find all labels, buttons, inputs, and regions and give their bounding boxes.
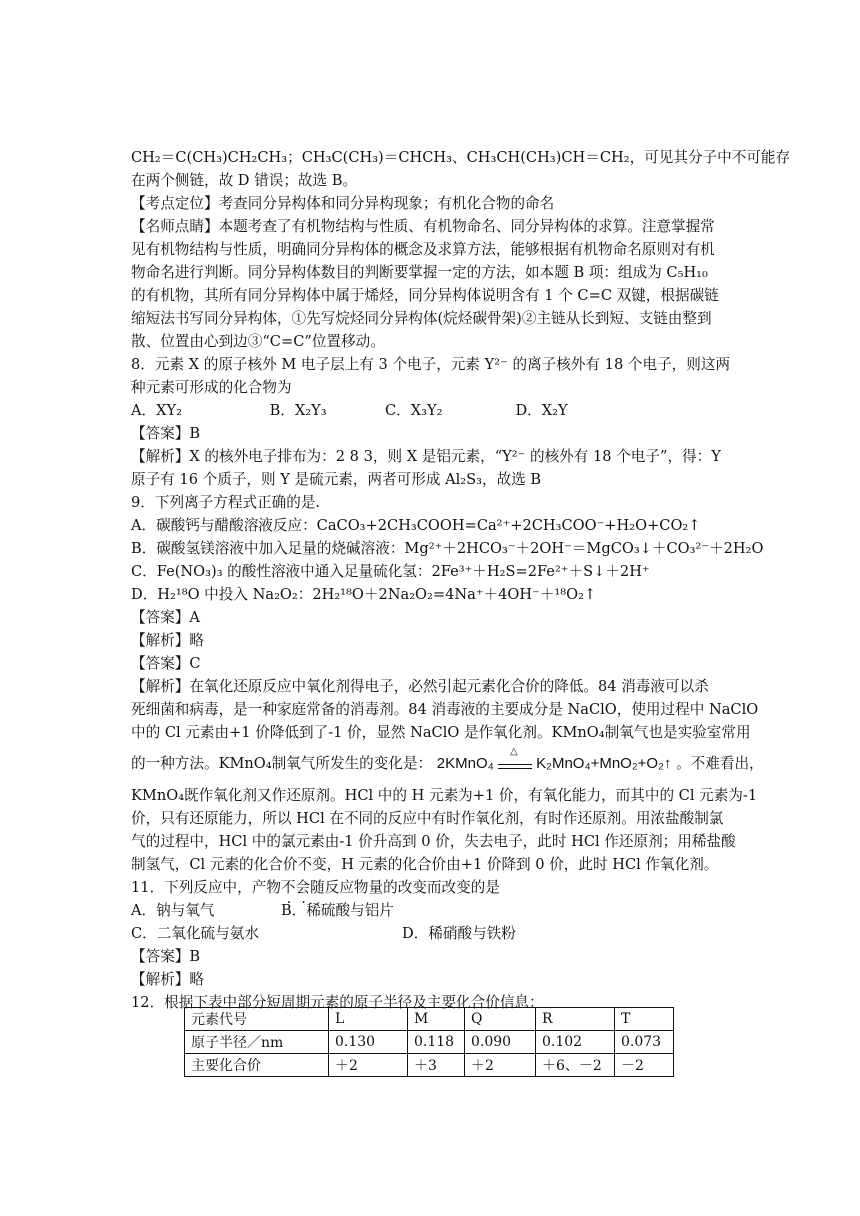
table-cell: 0.118 xyxy=(408,1031,465,1054)
equation-suffix: 。不难看出， xyxy=(676,755,764,772)
question-9-option-b: B．碳酸氢镁溶液中加入足量的烧碱溶液：Mg²⁺＋2HCO₃⁻＋2OH⁻＝MgCO₃↓＋CO₃²⁻＋2H₂O xyxy=(131,540,764,557)
question-10-explanation: 价，只有还原能力，所以 HCl 在不同的反应中有时作氧化剂，有时作还原剂。用浓盐酸制氯 xyxy=(131,810,724,827)
equation-prefix: 的一种方法。KMnO₄制氧气所发生的变化是： xyxy=(131,755,433,772)
question-9-stem: 9．下列离子方程式正确的是. xyxy=(131,494,321,511)
question-9-answer: 【答案】A xyxy=(131,609,200,626)
text-line: 散、位置由心到边③“C=C”位置移动。 xyxy=(131,333,385,350)
emphasis-dot-char: 不 xyxy=(280,879,296,896)
question-11-option-c: C．二氧化硫与氨水 xyxy=(131,925,259,942)
question-10-explanation: 制氢气，Cl 元素的化合价不变，H 元素的化合价由+1 价降到 0 价，此时 HCl 作氧化剂。 xyxy=(131,856,719,873)
table-cell: ＋2 xyxy=(465,1054,536,1077)
table-cell: ＋3 xyxy=(408,1054,465,1077)
text-line: 【考点定位】考查同分异构体和同分异构现象；有机化合物的命名 xyxy=(131,195,555,212)
kmno4-equation xyxy=(436,746,672,779)
table-cell: 元素代号 xyxy=(185,1008,329,1031)
question-11-explanation: 【解析】略 xyxy=(131,971,204,988)
table-cell: 原子半径／nm xyxy=(185,1031,329,1054)
question-8-explanation: 原子有 16 个质子，则 Y 是硫元素，两者可形成 Al₂S₃，故选 B xyxy=(131,471,542,488)
question-8-stem: 种元素可形成的化合物为 xyxy=(131,379,292,396)
table-cell: R xyxy=(536,1008,615,1031)
text-line: CH₂＝C(CH₃)CH₂CH₃；CH₃C(CH₃)＝CHCH₃、CH₃CH(CH₃)CH＝CH₂，可见其分子中不可能存 xyxy=(131,149,791,166)
question-8-stem: 8．元素 X 的原子核外 M 电子层上有 3 个电子，元素 Y²⁻ 的离子核外有 18 个电子，则这两 xyxy=(131,356,731,373)
equation-products: K₂MnO₄+MnO₂+O₂↑ xyxy=(536,755,672,772)
question-9-option-a: A．碳酸钙与醋酸溶液反应：CaCO₃+2CH₃COOH=Ca²⁺+2CH₃COO⁻+H₂O+CO₂↑ xyxy=(131,517,701,534)
table-cell: 0.090 xyxy=(465,1031,536,1054)
table-cell: Q xyxy=(465,1008,536,1031)
text-line: 见有机物结构与性质，明确同分异构体的概念及求算方法，能够根据有机物命名原则对有机 xyxy=(131,241,715,258)
text-line: 缩短法书写同分异构体，①先写烷烃同分异构体(烷烃碳骨架)②主链从长到短、支链由整到 xyxy=(131,310,712,327)
question-8-options: A．XY₂ B．X₂Y₃ C．X₃Y₂ D．X₂Y xyxy=(131,402,568,419)
table-cell: 0.073 xyxy=(615,1031,674,1054)
document-body xyxy=(131,146,791,1014)
question-12-stem: 12．根据下表中部分短周期元素的原子半径及主要化合价信息： xyxy=(131,994,544,1011)
question-10-explanation: 气的过程中，HCl 中的氯元素由-1 价升高到 0 价，失去电子，此时 HCl 作还原剂；用稀盐酸 xyxy=(131,833,736,850)
question-8-answer: 【答案】B xyxy=(131,425,201,442)
table-cell: 0.102 xyxy=(536,1031,615,1054)
table-cell: L xyxy=(329,1008,408,1031)
text-line: 的有机物，其所有同分异构体中属于烯烃，同分异构体说明含有 1 个 C=C 双键，根据碳链 xyxy=(131,287,719,304)
text-line: 【名师点睛】本题考查了有机物结构与性质、有机物命名、同分异构体的求算。注意掌握常 xyxy=(131,218,715,235)
question-11-stem: 11．下列反应中，产物不会随反应物量的改变而改变的是 xyxy=(131,879,500,896)
table-row xyxy=(185,1054,674,1077)
question-9-option-d: D．H₂¹⁸O 中投入 Na₂O₂：2H₂¹⁸O＋2Na₂O₂=4Na⁺＋4OH⁻＋¹⁸O₂↑ xyxy=(131,586,597,603)
question-11-options-row xyxy=(131,899,731,922)
table-cell: ＋2 xyxy=(329,1054,408,1077)
question-10-answer: 【答案】C xyxy=(131,655,201,672)
question-8-explanation: 【解析】X 的核外电子排布为：2 8 3，则 X 是铝元素，“Y²⁻ 的核外有 18 个电子”，得：Y xyxy=(131,448,721,465)
question-10-explanation: 死细菌和病毒，是一种家庭常备的消毒剂。84 消毒液的主要成分是 NaClO，使用过程中 NaClO xyxy=(131,701,759,718)
table-cell: ＋6、－2 xyxy=(536,1054,615,1077)
question-11-option-a: A．钠与氧气 xyxy=(131,902,215,919)
question-9-option-c: C．Fe(NO₃)₃ 的酸性溶液中通入足量硫化氢：2Fe³⁺＋H₂S=2Fe²⁺＋S↓＋2H⁺ xyxy=(131,563,650,580)
text-line: 物命名进行判断。同分异构体数目的判断要掌握一定的方法，如本题 B 项：组成为 C₅H₁₀ xyxy=(131,264,708,281)
question-11-option-b: B．稀硫酸与铝片 xyxy=(281,902,394,919)
table-row xyxy=(185,1031,674,1054)
table-cell: 0.130 xyxy=(329,1031,408,1054)
question-11-options-row xyxy=(131,922,731,945)
question-10-equation-line xyxy=(131,744,764,784)
question-10-explanation: KMnO₄既作氧化剂又作还原剂。HCl 中的 H 元素为+1 价，有氧化能力，而其中的 Cl 元素为-1 xyxy=(131,787,758,804)
emphasis-dot-char: 会 xyxy=(295,879,311,896)
table-row xyxy=(185,1008,674,1031)
element-table xyxy=(184,1007,674,1077)
table-cell: M xyxy=(408,1008,465,1031)
table-cell: －2 xyxy=(615,1054,674,1077)
table-cell: 主要化合价 xyxy=(185,1054,329,1077)
text-line: 在两个侧链，故 D 错误；故选 B。 xyxy=(131,172,358,189)
question-10-explanation: 【解析】在氧化还原反应中氧化剂得电子，必然引起元素化合价的降低。84 消毒液可以杀 xyxy=(131,678,709,695)
heat-triangle-icon: △ xyxy=(509,746,518,758)
heat-equals-sign xyxy=(498,746,532,775)
question-11-option-d: D．稀硝酸与铁粉 xyxy=(402,925,516,942)
table-cell: T xyxy=(615,1008,674,1031)
question-10-explanation: 中的 Cl 元素由+1 价降低到了-1 价，显然 NaClO 是作氧化剂。KMnO₄制氧气也是实验室常用 xyxy=(131,724,751,741)
question-9-explanation: 【解析】略 xyxy=(131,632,204,649)
equation-reactant: 2KMnO₄ xyxy=(436,755,494,772)
question-11-answer: 【答案】B xyxy=(131,948,201,965)
